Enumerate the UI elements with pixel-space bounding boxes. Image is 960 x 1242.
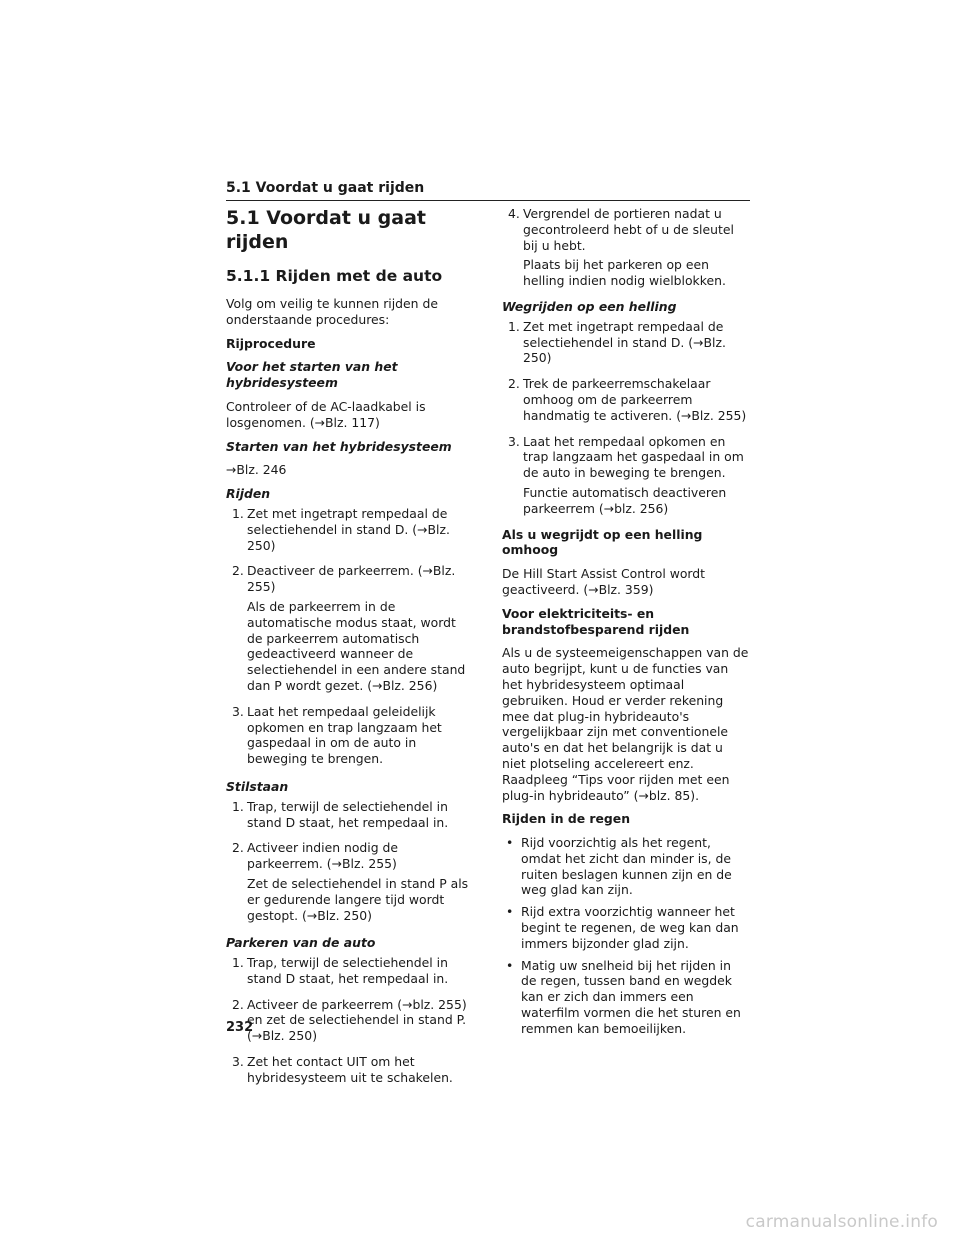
step-text: Activeer indien nodig de parkeerrem. (→Blz. 255) bbox=[247, 840, 399, 872]
parkeren-heading: Parkeren van de auto bbox=[226, 935, 376, 951]
step-text: Activeer de parkeerrem (→blz. 255) en zet de selectiehendel in stand P. (→Blz. 250) bbox=[247, 996, 467, 1044]
step-number: 2. bbox=[232, 563, 244, 579]
step-number: 3. bbox=[232, 703, 244, 719]
step-number: 1. bbox=[232, 798, 244, 814]
chapter-title: 5.1 Voordat u gaat rijden bbox=[226, 207, 427, 253]
bullet-text: Rijd voorzichtig als het regent, omdat het zicht dan minder is, de ruiten beslagen kunnen zijn en de weg glad kan zijn. bbox=[521, 835, 732, 898]
step-text: Laat het rempedaal geleidelijk opkomen en trap langzaam het gaspedaal in om de auto in beweging te brengen. bbox=[247, 703, 442, 767]
voor-start-heading: Voor het starten van het hybridesysteem bbox=[226, 359, 398, 391]
step-text: Laat het rempedaal opkomen en trap langzaam het gaspedaal in om de auto in beweging te brengen. bbox=[523, 433, 744, 481]
bullet-text: Matig uw snelheid bij het rijden in de regen, tussen band en wegdek kan er zich dan immers een waterfilm vormen die het sturen en remmen kan bemoeilijken. bbox=[521, 957, 741, 1036]
parkeren-steps-cont bbox=[502, 206, 750, 293]
numbered-step bbox=[508, 434, 750, 521]
step-number: 2. bbox=[508, 376, 520, 392]
regen-bullets bbox=[502, 835, 750, 1037]
step-text: Trap, terwijl de selectiehendel in stand D staat, het rempedaal in. bbox=[247, 955, 449, 986]
watermark: carmanualsonline.info bbox=[745, 1212, 938, 1232]
step-number: 3. bbox=[508, 433, 520, 449]
starten-heading: Starten van het hybridesysteem bbox=[226, 438, 452, 454]
rijden-steps bbox=[226, 506, 474, 771]
step-number: 2. bbox=[232, 996, 244, 1012]
right-column bbox=[502, 206, 750, 1043]
omhoog-text: De Hill Start Assist Control wordt geactiveerd. (→Blz. 359) bbox=[502, 566, 706, 597]
rijden-heading: Rijden bbox=[226, 486, 271, 502]
step-number: 4. bbox=[508, 206, 520, 221]
step-number: 3. bbox=[232, 1054, 244, 1070]
step-text: Deactiveer de parkeerrem. (→Blz. 255) bbox=[247, 563, 456, 595]
numbered-step bbox=[232, 563, 474, 697]
numbered-step bbox=[232, 955, 474, 991]
section-title: 5.1.1 Rijden met de auto bbox=[226, 267, 443, 285]
bullet-item bbox=[506, 904, 750, 951]
step-text: Zet de selectiehendel in stand P als er gedurende langere tijd wordt gestopt. (→Blz. 250) bbox=[247, 875, 469, 923]
stilstaan-steps bbox=[226, 799, 474, 928]
numbered-step bbox=[232, 1054, 474, 1090]
numbered-step bbox=[508, 376, 750, 427]
step-text: Trap, terwijl de selectiehendel in stand D staat, het rempedaal in. bbox=[247, 798, 449, 830]
bullet-dot-icon: • bbox=[506, 835, 514, 851]
voor-start-text: Controleer of de AC-laadkabel is losgenomen. (→Blz. 117) bbox=[226, 398, 426, 430]
step-number: 1. bbox=[508, 318, 520, 334]
step-text: Trek de parkeerremschakelaar omhoog om de parkeerrem handmatig te activeren. (→Blz. 255) bbox=[523, 376, 747, 423]
bullet-dot-icon: • bbox=[506, 904, 514, 920]
page-number: 232 bbox=[226, 1020, 254, 1035]
numbered-step bbox=[232, 997, 474, 1048]
numbered-step bbox=[232, 799, 474, 835]
step-text: Functie automatisch deactiveren parkeerrem (→blz. 256) bbox=[523, 484, 727, 516]
elektr-heading: Voor elektriciteits- en brandstofbesparend rijden bbox=[502, 605, 690, 637]
step-number: 2. bbox=[232, 840, 244, 856]
numbered-step bbox=[232, 840, 474, 927]
starten-text: →Blz. 246 bbox=[226, 462, 287, 478]
bullet-item bbox=[506, 958, 750, 1037]
step-text: Vergrendel de portieren nadat u gecontroleerd hebt of u de sleutel bij u hebt. bbox=[523, 206, 734, 253]
bullet-dot-icon: • bbox=[506, 957, 514, 973]
stilstaan-heading: Stilstaan bbox=[226, 778, 289, 794]
numbered-step bbox=[232, 506, 474, 557]
helling-heading: Wegrijden op een helling bbox=[502, 298, 677, 314]
numbered-step bbox=[508, 206, 750, 293]
step-text: Plaats bij het parkeren op een helling indien nodig wielblokken. bbox=[523, 257, 726, 289]
numbered-step bbox=[508, 319, 750, 370]
regen-heading: Rijden in de regen bbox=[502, 811, 631, 827]
intro-text: Volg om veilig te kunnen rijden de onderstaande procedures: bbox=[226, 296, 438, 327]
left-column bbox=[226, 206, 474, 1096]
step-text: Zet met ingetrapt rempedaal de selectiehendel in stand D. (→Blz. 250) bbox=[523, 318, 726, 366]
rijprocedure-heading: Rijprocedure bbox=[226, 335, 316, 351]
omhoog-heading: Als u wegrijdt op een helling omhoog bbox=[502, 526, 703, 558]
step-number: 1. bbox=[232, 505, 244, 521]
helling-steps bbox=[502, 319, 750, 521]
step-number: 1. bbox=[232, 955, 244, 971]
elektr-text: Als u de systeemeigenschappen van de auto begrijpt, kunt u de functies van het hybridesysteem optimaal gebruiken. Houd er verder rekening mee dat plug-in hybrideauto's vergelijkbaar zijn met conventionele auto's en dat het belangrijk is dat u niet plotseling accelereert enz. Raadpleeg “Tips voor rijden met een plug-in hybrideauto” (→blz. 85). bbox=[502, 645, 749, 803]
bullet-item bbox=[506, 835, 750, 898]
numbered-step bbox=[232, 704, 474, 771]
step-text: Als de parkeerrem in de automatische modus staat, wordt de parkeerrem automatisch gedeactiveerd wanneer de selectiehendel in een andere stand dan P wordt gezet. (→Blz. 256) bbox=[247, 598, 466, 693]
step-text: Zet met ingetrapt rempedaal de selectiehendel in stand D. (→Blz. 250) bbox=[247, 505, 450, 553]
running-head: 5.1 Voordat u gaat rijden bbox=[226, 178, 750, 201]
step-text: Zet het contact UIT om het hybridesysteem uit te schakelen. bbox=[247, 1054, 453, 1085]
bullet-text: Rijd extra voorzichtig wanneer het begint te regenen, de weg kan dan immers bijzonder glad zijn. bbox=[521, 904, 739, 951]
parkeren-steps bbox=[226, 955, 474, 1090]
